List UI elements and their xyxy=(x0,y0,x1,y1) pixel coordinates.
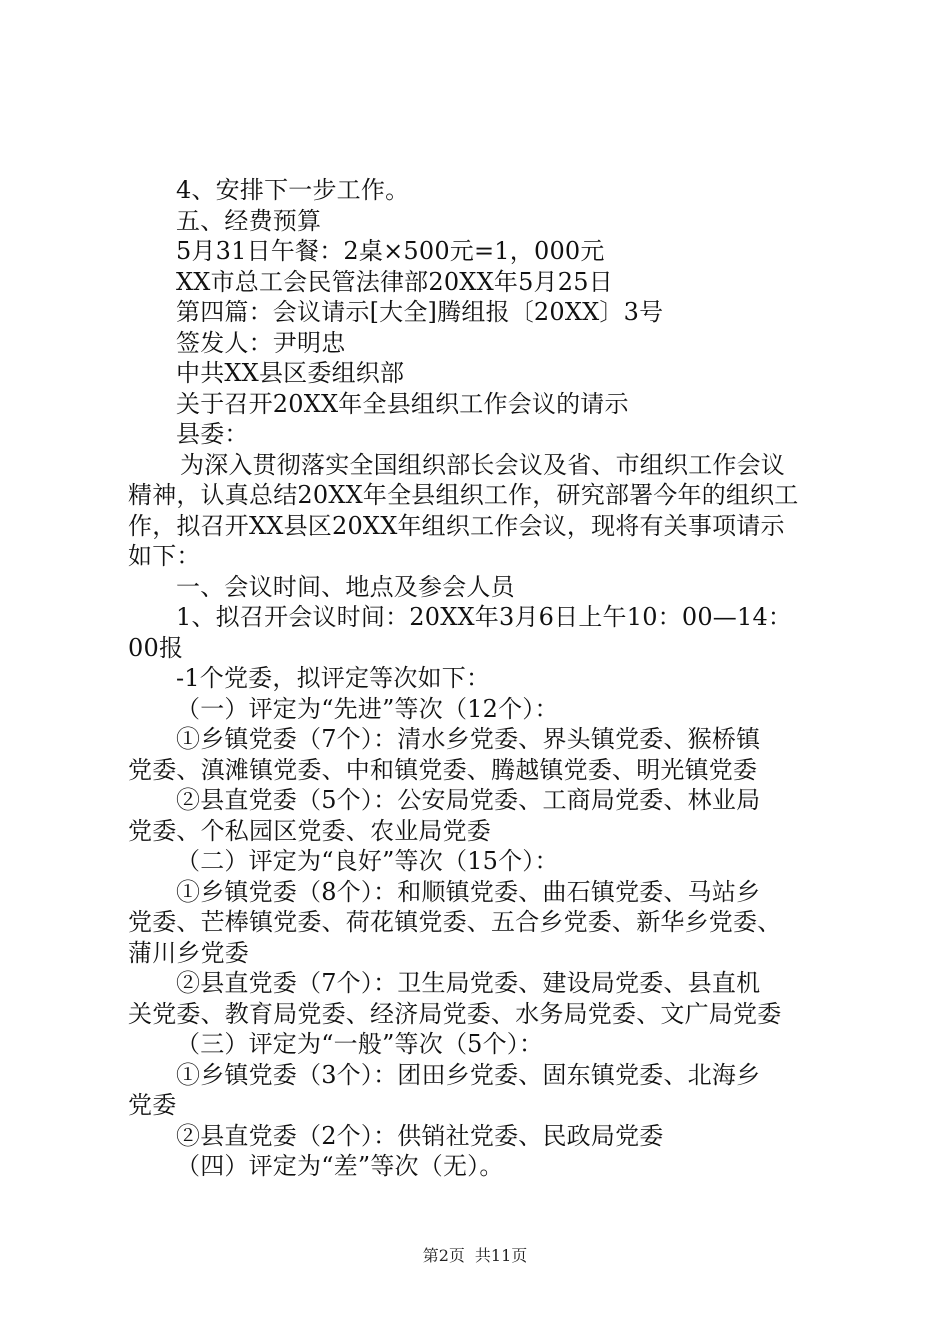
addressee-line: 县委： xyxy=(176,420,249,448)
paragraph-line: 精神，认真总结20XX年全县组织工作，研究部署今年的组织工 xyxy=(128,481,799,509)
text-line: 4、安排下一步工作。 xyxy=(176,176,410,204)
page-footer xyxy=(0,1243,950,1266)
list-item-line: ②县直党委（7个）：卫生局党委、建设局党委、县直机 xyxy=(176,969,761,997)
list-item-line: 党委、滇滩镇党委、中和镇党委、腾越镇党委、明光镇党委 xyxy=(128,755,758,784)
list-item-line: 党委、个私园区党委、农业局党委 xyxy=(128,816,491,845)
section-heading: 一、会议时间、地点及参会人员 xyxy=(176,572,515,601)
paragraph-line: 为深入贯彻落实全国组织部长会议及省、市组织工作会议 xyxy=(180,450,785,479)
signer-line: 签发人：尹明忠 xyxy=(176,328,346,357)
request-title: 关于召开20XX年全县组织工作会议的请示 xyxy=(176,389,629,418)
document-body xyxy=(128,175,838,1182)
grade-heading: （四）评定为“差”等次（无）。 xyxy=(176,1152,504,1180)
paragraph-line: 00报 xyxy=(128,633,184,662)
issuer-line: 中共XX县区委组织部 xyxy=(176,359,405,387)
grade-heading: （二）评定为“良好”等次（15个）： xyxy=(176,847,559,875)
list-item-line: 党委 xyxy=(128,1091,177,1119)
list-item-line: 党委、芒棒镇党委、荷花镇党委、五合乡党委、新华乡党委、 xyxy=(128,908,782,936)
page-number: 第2页 xyxy=(422,1246,465,1265)
list-item-line: ①乡镇党委（3个）：团田乡党委、固东镇党委、北海乡 xyxy=(176,1060,761,1089)
paragraph-line: 1、拟召开会议时间：20XX年3月6日上午10：00—14： xyxy=(176,603,793,631)
article-heading: 第四篇：会议请示[大全]腾组报〔20XX〕3号 xyxy=(176,298,664,326)
list-item-line: 关党委、教育局党委、经济局党委、水务局党委、文广局党委 xyxy=(128,999,782,1028)
list-item-line: ②县直党委（2个）：供销社党委、民政局党委 xyxy=(176,1121,664,1150)
list-item-line: 蒲川乡党委 xyxy=(128,938,249,967)
page-total: 共11页 xyxy=(474,1246,528,1265)
list-item-line: ②县直党委（5个）：公安局党委、工商局党委、林业局 xyxy=(176,786,761,814)
grade-heading: （三）评定为“一般”等次（5个）： xyxy=(176,1030,544,1058)
text-line: XX市总工会民管法律部20XX年5月25日 xyxy=(176,267,613,296)
text-line: 5月31日午餐：2桌×500元=1，000元 xyxy=(176,237,605,265)
list-item-line: ①乡镇党委（8个）：和顺镇党委、曲石镇党委、马站乡 xyxy=(176,877,761,906)
section-heading: 五、经费预算 xyxy=(176,206,322,235)
paragraph-line: 如下： xyxy=(128,542,201,570)
grade-heading: （一）评定为“先进”等次（12个）： xyxy=(176,694,559,723)
paragraph-line: -1个党委，拟评定等次如下： xyxy=(176,664,491,692)
list-item-line: ①乡镇党委（7个）：清水乡党委、界头镇党委、猴桥镇 xyxy=(176,725,761,753)
paragraph-line: 作，拟召开XX县区20XX年组织工作会议，现将有关事项请示 xyxy=(128,511,785,540)
